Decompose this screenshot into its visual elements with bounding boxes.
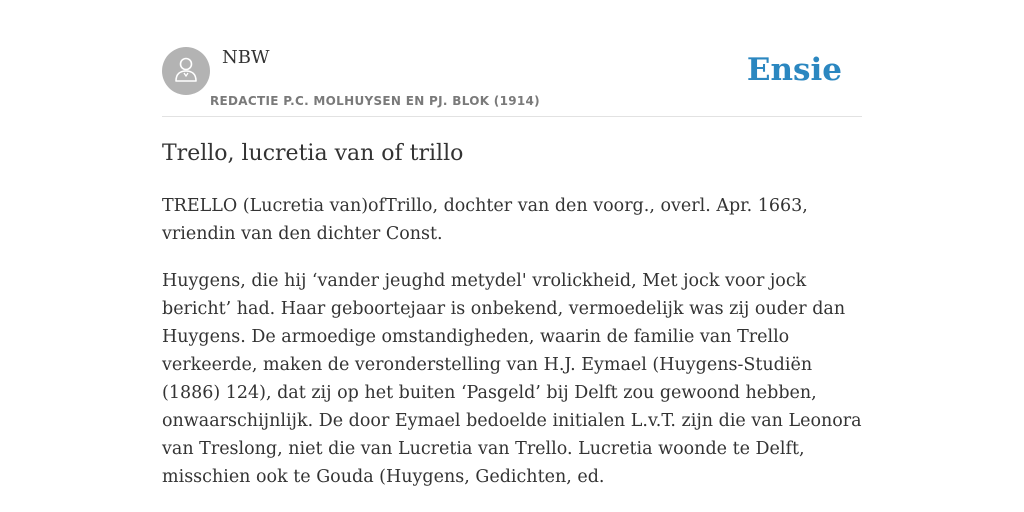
source-subtitle: REDACTIE P.C. MOLHUYSEN EN PJ. BLOK (1914) [210, 94, 540, 108]
avatar[interactable] [162, 47, 210, 95]
header [162, 40, 862, 117]
article-body [162, 192, 862, 510]
article-paragraph: Huygens, die hij ‘vander jeughd metydel' vrolickheid, Met jock voor jock bericht’ had. Haar geboortejaar is onbekend, vermoedelijk was zij ouder dan Huygens. De armoedige omstandigheden, waarin de familie van Trello verkeerde, maken de veronderstelling van H.J. Eymael (Huygens-Studiën (1886) 124), dat zij op het buiten ‘Pasgeld’ bij Delft zou gewoond hebben, onwaarschijnlijk. De door Eymael bedoelde initialen L.v.T. zijn die van Leonora van Treslong, niet die van Lucretia van Trello. Lucretia woonde te Delft, misschien ook te Gouda (Huygens, Gedichten, ed. [162, 271, 862, 487]
author-name[interactable]: NBW [222, 47, 270, 68]
article-paragraph: TRELLO (Lucretia van)ofTrillo, dochter van den voorg., overl. Apr. 1663, vriendin van den dichter Const. [162, 196, 808, 244]
brand-logo[interactable]: Ensie [746, 52, 842, 88]
page-title: Trello, lucretia van of trillo [162, 141, 464, 166]
user-icon [173, 55, 199, 88]
